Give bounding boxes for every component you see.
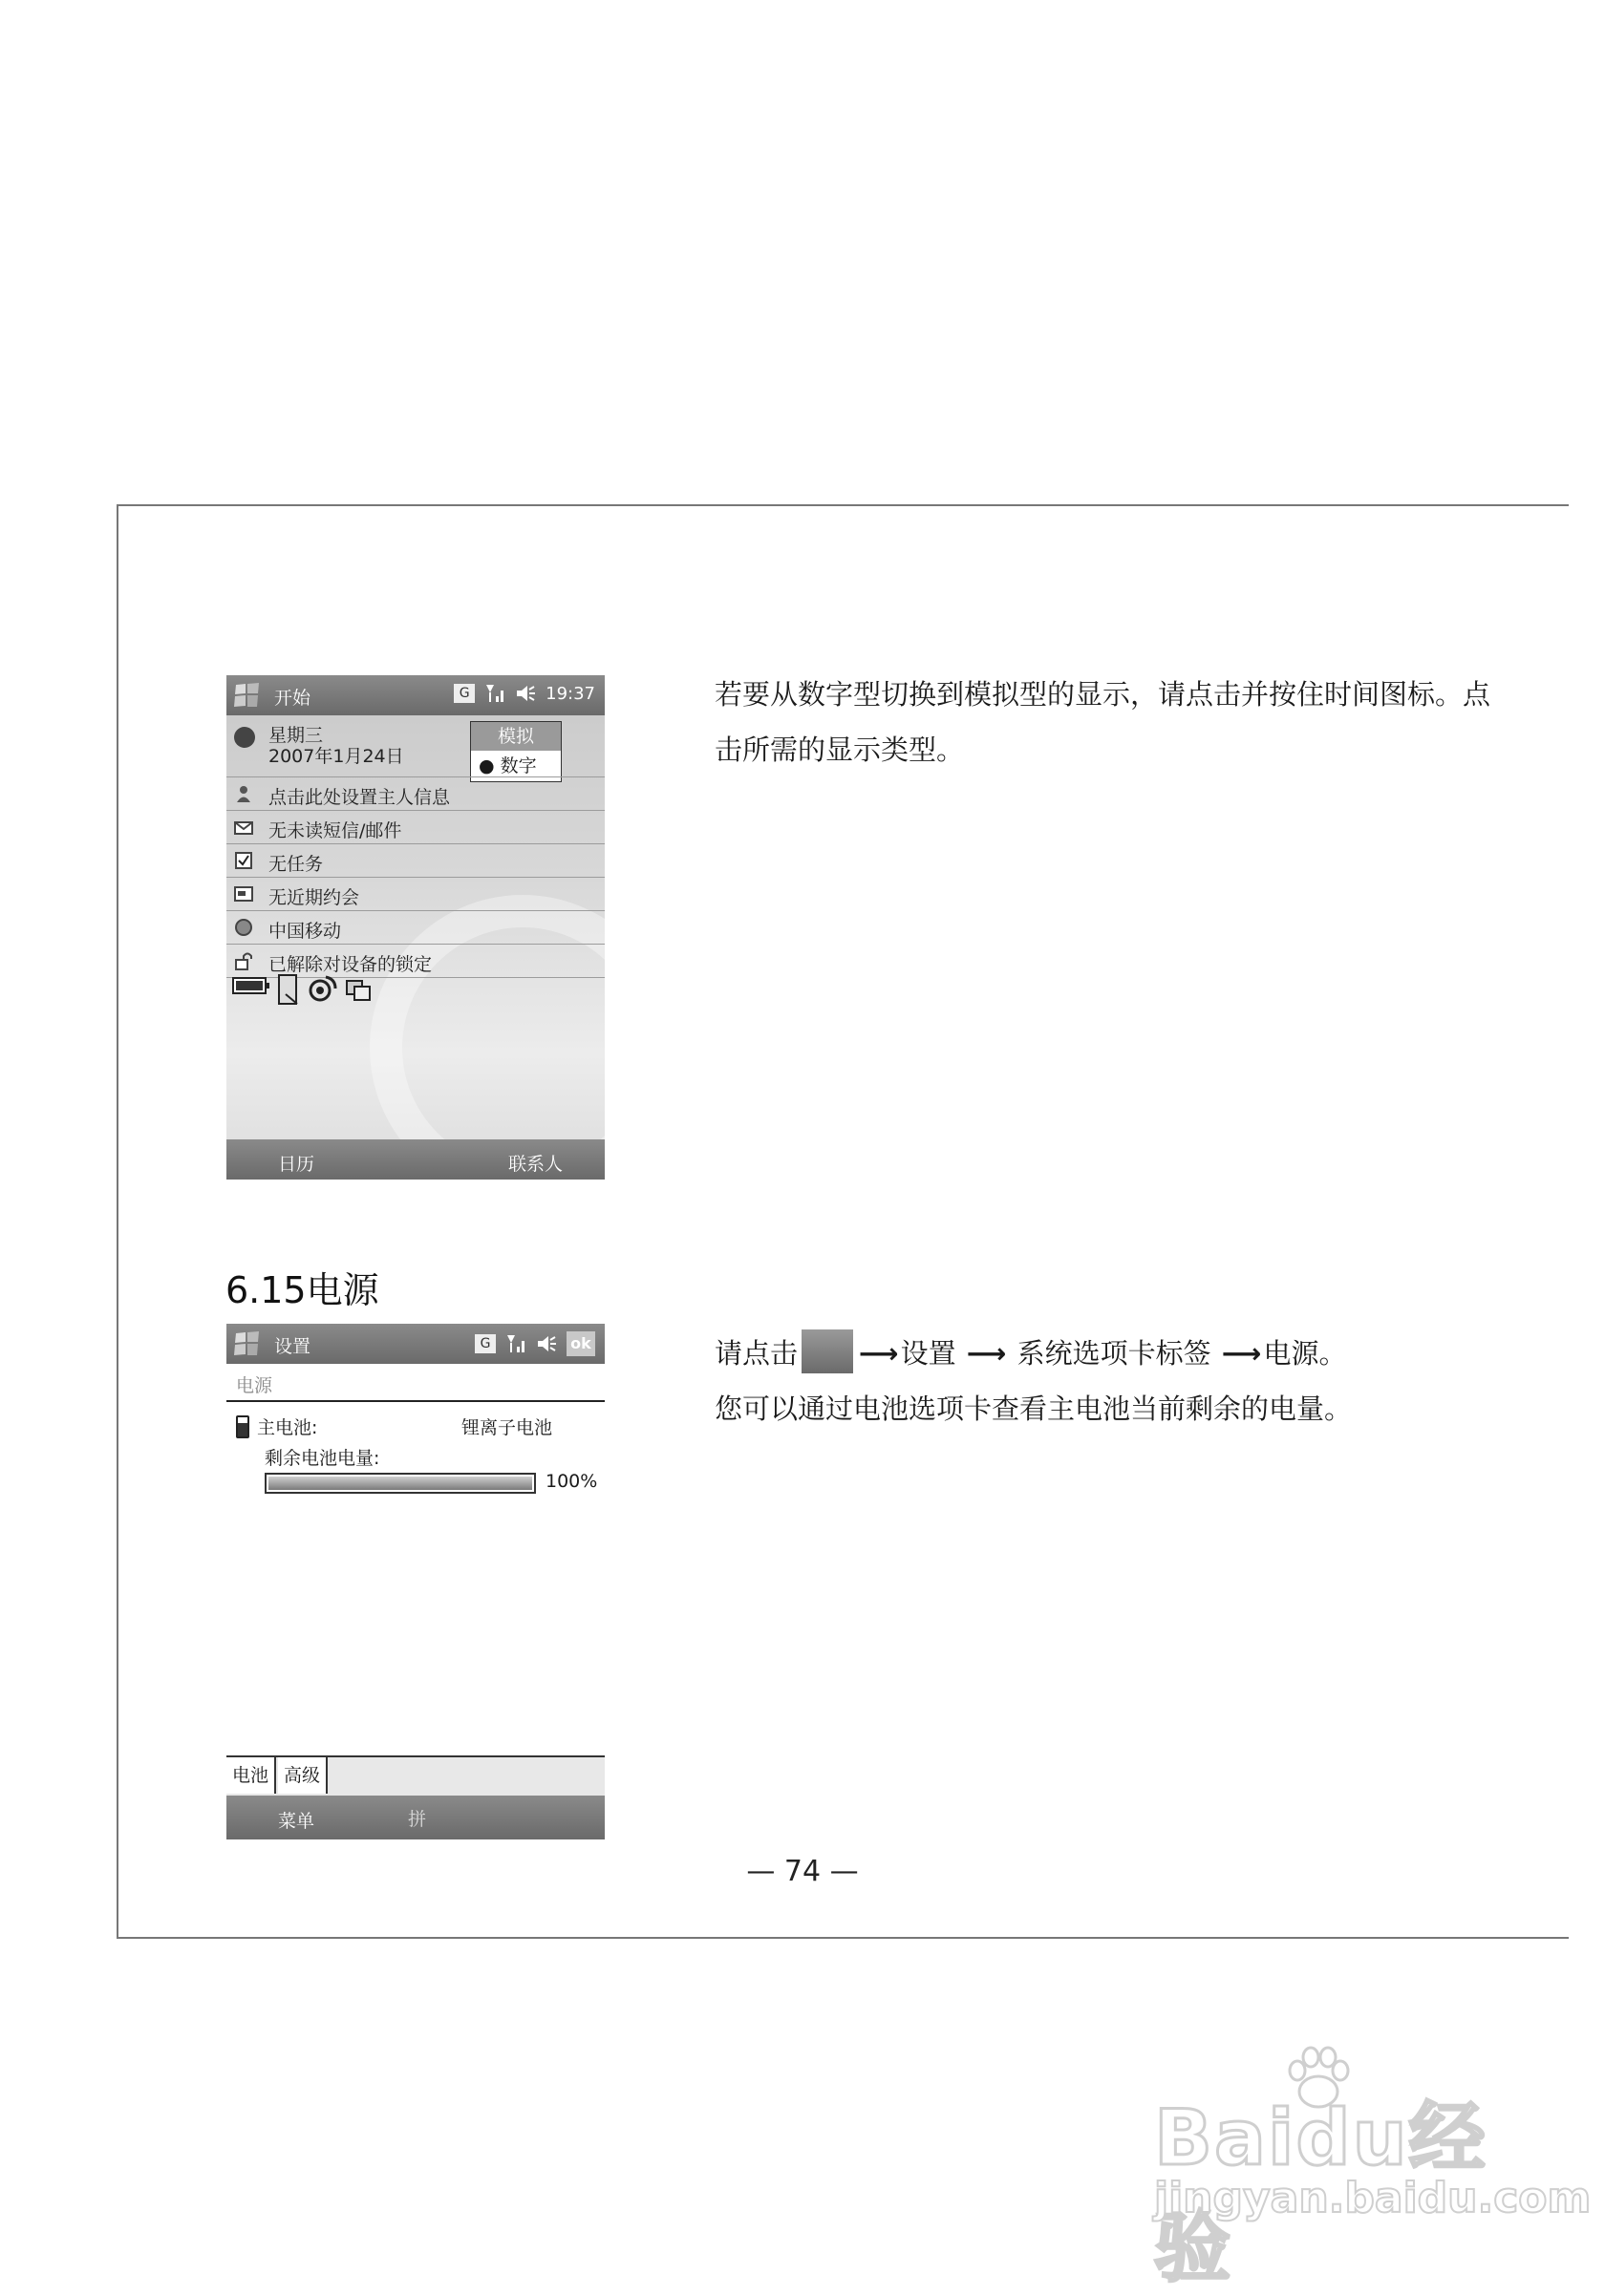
softkey-calendar[interactable]: 日历 (278, 1154, 315, 1175)
today-items (226, 776, 605, 978)
speaker-icon[interactable] (536, 1333, 557, 1354)
click-text: 请点击 (715, 1337, 799, 1370)
main-battery-label: 主电池: (257, 1417, 318, 1438)
arrow-icon: ⟶ (1221, 1337, 1262, 1370)
power-settings-screen (226, 1324, 605, 1839)
section-heading: 6.15电源 (225, 1269, 379, 1311)
menu-item-digital[interactable]: ● 数字 (479, 755, 537, 776)
battery-progress-bar (265, 1473, 536, 1494)
today-item-owner[interactable] (226, 776, 605, 810)
status-area (454, 683, 595, 704)
system-tray (232, 973, 374, 1008)
menu-button[interactable]: 菜单 (278, 1811, 315, 1832)
battery-icon (236, 1415, 249, 1438)
battery-progress-fill (268, 1477, 532, 1490)
baidu-watermark (1145, 2042, 1592, 2292)
arrow-icon: ⟶ (859, 1337, 899, 1370)
battery-type: 锂离子电池 (461, 1417, 553, 1438)
power-instructions (715, 1326, 1536, 1436)
input-method-button[interactable]: 拼 (408, 1809, 427, 1830)
checkbox-icon (234, 851, 253, 870)
screen-title: 设置 (274, 1336, 311, 1357)
instruction-line-1 (715, 1326, 1536, 1381)
today-item-messages[interactable] (226, 810, 605, 843)
tab-battery[interactable]: 电池 (226, 1757, 276, 1794)
globe-icon (234, 918, 253, 937)
person-icon (234, 784, 253, 803)
today-item-label: 无近期约会 (268, 887, 360, 908)
clock-icon[interactable] (234, 727, 255, 748)
step-settings: 设置 (900, 1337, 956, 1370)
clock-time[interactable]: 19:37 (546, 683, 595, 704)
divider (226, 1400, 605, 1402)
watermark-url: jingyan.baidu.com (1154, 2174, 1592, 2222)
unlock-icon (234, 951, 253, 970)
status-area (475, 1331, 595, 1356)
network-badge: G (454, 684, 475, 703)
today-screen (226, 675, 605, 1180)
windows-start-icon[interactable] (232, 1329, 263, 1358)
clock-instructions: 若要从数字型切换到模拟型的显示，请点击并按住时间图标。点击所需的显示类型。 (715, 678, 1491, 766)
network-badge: G (475, 1334, 496, 1353)
softkey-bar (226, 1139, 605, 1180)
windows-start-icon (802, 1329, 853, 1373)
title-bar (226, 675, 605, 715)
signal-icon[interactable] (484, 683, 505, 704)
clock-type-menu (470, 721, 562, 782)
date: 2007年1月24日 (268, 746, 404, 767)
battery-icon[interactable] (232, 973, 270, 998)
today-item-appointments[interactable] (226, 877, 605, 910)
step-power: 电源。 (1263, 1337, 1347, 1370)
tab-strip (226, 1755, 605, 1796)
today-item-tasks[interactable] (226, 843, 605, 877)
today-item-label: 中国移动 (268, 921, 342, 942)
weekday: 星期三 (268, 725, 324, 746)
today-item-carrier[interactable] (226, 910, 605, 944)
step-system-tab: 系统选项卡标签 (1016, 1337, 1211, 1370)
remaining-label: 剩余电池电量: (265, 1448, 380, 1469)
calendar-icon (234, 884, 253, 904)
date-block[interactable] (268, 725, 404, 767)
start-label[interactable]: 开始 (274, 688, 311, 709)
signal-icon[interactable] (505, 1333, 526, 1354)
page-number: — 74 — (746, 1855, 859, 1888)
watermark-brand-part2: du (1295, 2094, 1409, 2182)
softkey-contacts[interactable]: 联系人 (507, 1154, 563, 1175)
today-item-label: 无任务 (268, 854, 324, 875)
menu-item-digital-label: 数字 (500, 755, 537, 776)
ok-button[interactable]: ok (567, 1331, 595, 1356)
today-item-label: 点击此处设置主人信息 (268, 787, 451, 808)
speaker-icon[interactable] (515, 683, 536, 704)
watermark-brand-part3: 经验 (1154, 2094, 1487, 2292)
menu-item-analog[interactable]: 模拟 (471, 722, 561, 751)
arrow-icon: ⟶ (966, 1337, 1007, 1370)
wireless-icon[interactable] (307, 973, 337, 1004)
today-item-label: 已解除对设备的锁定 (268, 954, 433, 975)
instruction-line-2: 您可以通过电池选项卡查看主电池当前剩余的电量。 (715, 1392, 1353, 1425)
watermark-brand-part1: Bai (1154, 2094, 1296, 2182)
today-item-label: 无未读短信/邮件 (268, 820, 402, 841)
softkey-bar (226, 1796, 605, 1839)
battery-percent: 100% (546, 1471, 598, 1492)
title-bar (226, 1324, 605, 1364)
page-subtitle: 电源 (236, 1375, 273, 1396)
device-icon[interactable] (276, 973, 301, 1008)
envelope-icon (234, 818, 253, 837)
windows-start-icon[interactable] (232, 681, 263, 710)
tab-advanced[interactable]: 高级 (278, 1757, 328, 1794)
sync-icon[interactable] (343, 973, 374, 1004)
